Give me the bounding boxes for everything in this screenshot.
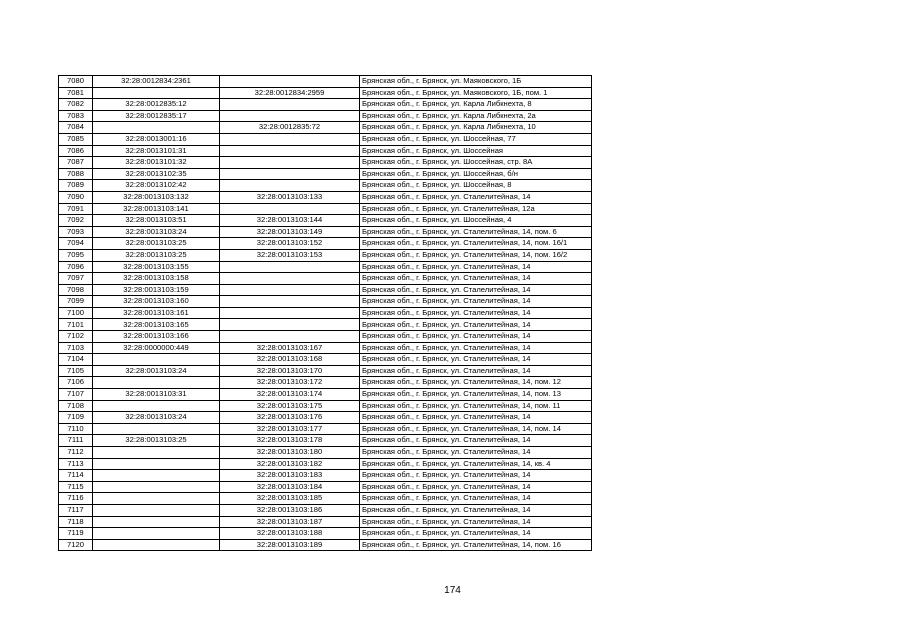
row-number-cell: 7082: [59, 99, 93, 111]
row-number-cell: 7114: [59, 470, 93, 482]
address-cell: Брянская обл., г. Брянск, ул. Шоссейная: [360, 145, 592, 157]
cadastral-number-cell: 32:28:0013103:161: [93, 307, 220, 319]
building-cadastral-number-cell: [220, 180, 360, 192]
table-row: [59, 99, 592, 111]
building-cadastral-number-cell: 32:28:0013103:144: [220, 215, 360, 227]
building-cadastral-number-cell: 32:28:0013103:183: [220, 470, 360, 482]
cadastral-number-cell: 32:28:0013103:141: [93, 203, 220, 215]
row-number-cell: 7083: [59, 110, 93, 122]
address-cell: Брянская обл., г. Брянск, ул. Сталелитейная, 14: [360, 365, 592, 377]
row-number-cell: 7101: [59, 319, 93, 331]
building-cadastral-number-cell: 32:28:0012834:2959: [220, 87, 360, 99]
cadastral-number-cell: 32:28:0012835:12: [93, 99, 220, 111]
row-number-cell: 7085: [59, 133, 93, 145]
table-row: [59, 87, 592, 99]
row-number-cell: 7084: [59, 122, 93, 134]
cadastral-number-cell: 32:28:0013103:24: [93, 365, 220, 377]
building-cadastral-number-cell: 32:28:0013103:184: [220, 481, 360, 493]
page-number: 174: [444, 585, 461, 596]
cadastral-number-cell: 32:28:0013103:159: [93, 284, 220, 296]
table-row: [59, 342, 592, 354]
row-number-cell: 7110: [59, 423, 93, 435]
cadastral-number-cell: [93, 504, 220, 516]
table-row: [59, 191, 592, 203]
cadastral-number-cell: 32:28:0012834:2361: [93, 76, 220, 88]
address-cell: Брянская обл., г. Брянск, ул. Сталелитейная, 14: [360, 470, 592, 482]
address-cell: Брянская обл., г. Брянск, ул. Сталелитейная, 14: [360, 273, 592, 285]
table-row: [59, 423, 592, 435]
row-number-cell: 7095: [59, 249, 93, 261]
cadastral-number-cell: [93, 516, 220, 528]
address-cell: Брянская обл., г. Брянск, ул. Сталелитейная, 14, пом. 6: [360, 226, 592, 238]
building-cadastral-number-cell: [220, 261, 360, 273]
table-row: [59, 470, 592, 482]
cadastral-number-cell: [93, 470, 220, 482]
cadastral-number-cell: [93, 423, 220, 435]
row-number-cell: 7119: [59, 528, 93, 540]
table-row: [59, 273, 592, 285]
row-number-cell: 7112: [59, 447, 93, 459]
table-row: [59, 331, 592, 343]
row-number-cell: 7099: [59, 296, 93, 308]
cadastral-number-cell: [93, 122, 220, 134]
table-row: [59, 133, 592, 145]
row-number-cell: 7102: [59, 331, 93, 343]
cadastral-number-cell: 32:28:0013103:165: [93, 319, 220, 331]
table-row: [59, 412, 592, 424]
cadastral-number-cell: 32:28:0013103:160: [93, 296, 220, 308]
building-cadastral-number-cell: 32:28:0013103:168: [220, 354, 360, 366]
row-number-cell: 7093: [59, 226, 93, 238]
cadastral-number-cell: 32:28:0013103:51: [93, 215, 220, 227]
address-cell: Брянская обл., г. Брянск, ул. Сталелитейная, 14, кв. 4: [360, 458, 592, 470]
cadastral-number-cell: [93, 400, 220, 412]
row-number-cell: 7081: [59, 87, 93, 99]
cadastral-number-cell: 32:28:0013103:25: [93, 249, 220, 261]
address-cell: Брянская обл., г. Брянск, ул. Сталелитейная, 12а: [360, 203, 592, 215]
cadastral-number-cell: [93, 458, 220, 470]
building-cadastral-number-cell: 32:28:0013103:170: [220, 365, 360, 377]
address-cell: Брянская обл., г. Брянск, ул. Сталелитейная, 14: [360, 331, 592, 343]
address-cell: Брянская обл., г. Брянск, ул. Сталелитейная, 14: [360, 284, 592, 296]
table-row: [59, 377, 592, 389]
building-cadastral-number-cell: 32:28:0013103:152: [220, 238, 360, 250]
building-cadastral-number-cell: 32:28:0012835:72: [220, 122, 360, 134]
building-cadastral-number-cell: 32:28:0013103:189: [220, 539, 360, 551]
address-cell: Брянская обл., г. Брянск, ул. Шоссейная, 77: [360, 133, 592, 145]
address-cell: Брянская обл., г. Брянск, ул. Сталелитейная, 14: [360, 191, 592, 203]
table-row: [59, 319, 592, 331]
address-cell: Брянская обл., г. Брянск, ул. Сталелитейная, 14: [360, 504, 592, 516]
row-number-cell: 7088: [59, 168, 93, 180]
table-row: [59, 76, 592, 88]
address-cell: Брянская обл., г. Брянск, ул. Маяковского, 1Б, пом. 1: [360, 87, 592, 99]
address-cell: Брянская обл., г. Брянск, ул. Сталелитейная, 14: [360, 319, 592, 331]
building-cadastral-number-cell: [220, 296, 360, 308]
row-number-cell: 7092: [59, 215, 93, 227]
address-cell: Брянская обл., г. Брянск, ул. Сталелитейная, 14: [360, 516, 592, 528]
cadastral-number-cell: 32:28:0013103:155: [93, 261, 220, 273]
building-cadastral-number-cell: 32:28:0013103:180: [220, 447, 360, 459]
table-row: [59, 145, 592, 157]
row-number-cell: 7116: [59, 493, 93, 505]
table-row: [59, 539, 592, 551]
cadastral-number-cell: [93, 493, 220, 505]
row-number-cell: 7097: [59, 273, 93, 285]
cadastral-number-cell: [93, 377, 220, 389]
row-number-cell: 7115: [59, 481, 93, 493]
row-number-cell: 7104: [59, 354, 93, 366]
address-cell: Брянская обл., г. Брянск, ул. Карла Либкнехта, 8: [360, 99, 592, 111]
building-cadastral-number-cell: 32:28:0013103:188: [220, 528, 360, 540]
address-cell: Брянская обл., г. Брянск, ул. Сталелитейная, 14, пом. 16/1: [360, 238, 592, 250]
table-row: [59, 435, 592, 447]
building-cadastral-number-cell: 32:28:0013103:172: [220, 377, 360, 389]
building-cadastral-number-cell: [220, 145, 360, 157]
building-cadastral-number-cell: [220, 133, 360, 145]
table-row: [59, 493, 592, 505]
address-cell: Брянская обл., г. Брянск, ул. Шоссейная, б/н: [360, 168, 592, 180]
building-cadastral-number-cell: 32:28:0013103:182: [220, 458, 360, 470]
row-number-cell: 7109: [59, 412, 93, 424]
address-cell: Брянская обл., г. Брянск, ул. Сталелитейная, 14: [360, 435, 592, 447]
table-row: [59, 528, 592, 540]
table-row: [59, 504, 592, 516]
address-cell: Брянская обл., г. Брянск, ул. Сталелитейная, 14, пом. 16/2: [360, 249, 592, 261]
building-cadastral-number-cell: 32:28:0013103:176: [220, 412, 360, 424]
address-cell: Брянская обл., г. Брянск, ул. Сталелитейная, 14: [360, 447, 592, 459]
table-row: [59, 261, 592, 273]
row-number-cell: 7090: [59, 191, 93, 203]
row-number-cell: 7098: [59, 284, 93, 296]
table-row: [59, 215, 592, 227]
table-row: [59, 481, 592, 493]
building-cadastral-number-cell: 32:28:0013103:133: [220, 191, 360, 203]
cadastral-number-cell: 32:28:0013103:31: [93, 389, 220, 401]
address-cell: Брянская обл., г. Брянск, ул. Шоссейная, стр. 8А: [360, 157, 592, 169]
building-cadastral-number-cell: [220, 307, 360, 319]
table-row: [59, 516, 592, 528]
address-cell: Брянская обл., г. Брянск, ул. Сталелитейная, 14: [360, 307, 592, 319]
address-cell: Брянская обл., г. Брянск, ул. Сталелитейная, 14: [360, 493, 592, 505]
building-cadastral-number-cell: 32:28:0013103:167: [220, 342, 360, 354]
address-cell: Брянская обл., г. Брянск, ул. Сталелитейная, 14: [360, 412, 592, 424]
table-row: [59, 180, 592, 192]
table-row: [59, 238, 592, 250]
address-cell: Брянская обл., г. Брянск, ул. Сталелитейная, 14: [360, 354, 592, 366]
cadastral-table: [58, 75, 592, 551]
row-number-cell: 7111: [59, 435, 93, 447]
building-cadastral-number-cell: [220, 273, 360, 285]
address-cell: Брянская обл., г. Брянск, ул. Сталелитейная, 14: [360, 528, 592, 540]
cadastral-number-cell: 32:28:0013103:25: [93, 238, 220, 250]
row-number-cell: 7107: [59, 389, 93, 401]
cadastral-table-body: [59, 76, 592, 551]
address-cell: Брянская обл., г. Брянск, ул. Сталелитейная, 14, пом. 12: [360, 377, 592, 389]
table-row: [59, 447, 592, 459]
building-cadastral-number-cell: [220, 319, 360, 331]
building-cadastral-number-cell: 32:28:0013103:153: [220, 249, 360, 261]
table-row: [59, 203, 592, 215]
cadastral-number-cell: 32:28:0013101:32: [93, 157, 220, 169]
row-number-cell: 7108: [59, 400, 93, 412]
building-cadastral-number-cell: [220, 284, 360, 296]
row-number-cell: 7103: [59, 342, 93, 354]
table-row: [59, 400, 592, 412]
building-cadastral-number-cell: 32:28:0013103:174: [220, 389, 360, 401]
building-cadastral-number-cell: 32:28:0013103:149: [220, 226, 360, 238]
row-number-cell: 7113: [59, 458, 93, 470]
cadastral-number-cell: 32:28:0000000:449: [93, 342, 220, 354]
cadastral-number-cell: 32:28:0013101:31: [93, 145, 220, 157]
cadastral-number-cell: 32:28:0013103:25: [93, 435, 220, 447]
table-row: [59, 458, 592, 470]
table-row: [59, 365, 592, 377]
building-cadastral-number-cell: [220, 168, 360, 180]
table-row: [59, 389, 592, 401]
building-cadastral-number-cell: 32:28:0013103:187: [220, 516, 360, 528]
cadastral-number-cell: [93, 87, 220, 99]
row-number-cell: 7086: [59, 145, 93, 157]
address-cell: Брянская обл., г. Брянск, ул. Маяковского, 1Б: [360, 76, 592, 88]
cadastral-number-cell: 32:28:0013103:132: [93, 191, 220, 203]
row-number-cell: 7087: [59, 157, 93, 169]
address-cell: Брянская обл., г. Брянск, ул. Карла Либкнехта, 10: [360, 122, 592, 134]
cadastral-number-cell: 32:28:0012835:17: [93, 110, 220, 122]
address-cell: Брянская обл., г. Брянск, ул. Сталелитейная, 14: [360, 342, 592, 354]
table-row: [59, 284, 592, 296]
building-cadastral-number-cell: [220, 110, 360, 122]
cadastral-number-cell: 32:28:0013102:42: [93, 180, 220, 192]
cadastral-number-cell: 32:28:0013103:158: [93, 273, 220, 285]
address-cell: Брянская обл., г. Брянск, ул. Сталелитейная, 14: [360, 296, 592, 308]
address-cell: Брянская обл., г. Брянск, ул. Сталелитейная, 14: [360, 481, 592, 493]
table-row: [59, 168, 592, 180]
building-cadastral-number-cell: [220, 203, 360, 215]
address-cell: Брянская обл., г. Брянск, ул. Сталелитейная, 14, пом. 11: [360, 400, 592, 412]
row-number-cell: 7094: [59, 238, 93, 250]
cadastral-number-cell: [93, 481, 220, 493]
row-number-cell: 7106: [59, 377, 93, 389]
table-row: [59, 249, 592, 261]
building-cadastral-number-cell: 32:28:0013103:178: [220, 435, 360, 447]
table-row: [59, 307, 592, 319]
address-cell: Брянская обл., г. Брянск, ул. Сталелитейная, 14, пом. 14: [360, 423, 592, 435]
building-cadastral-number-cell: 32:28:0013103:175: [220, 400, 360, 412]
row-number-cell: 7089: [59, 180, 93, 192]
cadastral-number-cell: 32:28:0013103:24: [93, 226, 220, 238]
address-cell: Брянская обл., г. Брянск, ул. Шоссейная, 4: [360, 215, 592, 227]
cadastral-number-cell: [93, 447, 220, 459]
row-number-cell: 7105: [59, 365, 93, 377]
address-cell: Брянская обл., г. Брянск, ул. Карла Либкнехта, 2а: [360, 110, 592, 122]
address-cell: Брянская обл., г. Брянск, ул. Сталелитейная, 14: [360, 261, 592, 273]
building-cadastral-number-cell: 32:28:0013103:177: [220, 423, 360, 435]
building-cadastral-number-cell: [220, 157, 360, 169]
table-row: [59, 296, 592, 308]
table-row: [59, 354, 592, 366]
cadastral-number-cell: 32:28:0013103:166: [93, 331, 220, 343]
building-cadastral-number-cell: [220, 331, 360, 343]
table-row: [59, 110, 592, 122]
row-number-cell: 7080: [59, 76, 93, 88]
row-number-cell: 7096: [59, 261, 93, 273]
cadastral-number-cell: 32:28:0013001:16: [93, 133, 220, 145]
cadastral-number-cell: [93, 354, 220, 366]
row-number-cell: 7100: [59, 307, 93, 319]
address-cell: Брянская обл., г. Брянск, ул. Шоссейная, 8: [360, 180, 592, 192]
row-number-cell: 7091: [59, 203, 93, 215]
cadastral-number-cell: 32:28:0013103:24: [93, 412, 220, 424]
table-row: [59, 157, 592, 169]
address-cell: Брянская обл., г. Брянск, ул. Сталелитейная, 14, пом. 13: [360, 389, 592, 401]
table-row: [59, 226, 592, 238]
address-cell: Брянская обл., г. Брянск, ул. Сталелитейная, 14, пом. 16: [360, 539, 592, 551]
building-cadastral-number-cell: [220, 99, 360, 111]
cadastral-number-cell: [93, 539, 220, 551]
table-row: [59, 122, 592, 134]
cadastral-number-cell: [93, 528, 220, 540]
row-number-cell: 7120: [59, 539, 93, 551]
building-cadastral-number-cell: 32:28:0013103:185: [220, 493, 360, 505]
row-number-cell: 7118: [59, 516, 93, 528]
building-cadastral-number-cell: 32:28:0013103:186: [220, 504, 360, 516]
building-cadastral-number-cell: [220, 76, 360, 88]
cadastral-number-cell: 32:28:0013102:35: [93, 168, 220, 180]
row-number-cell: 7117: [59, 504, 93, 516]
